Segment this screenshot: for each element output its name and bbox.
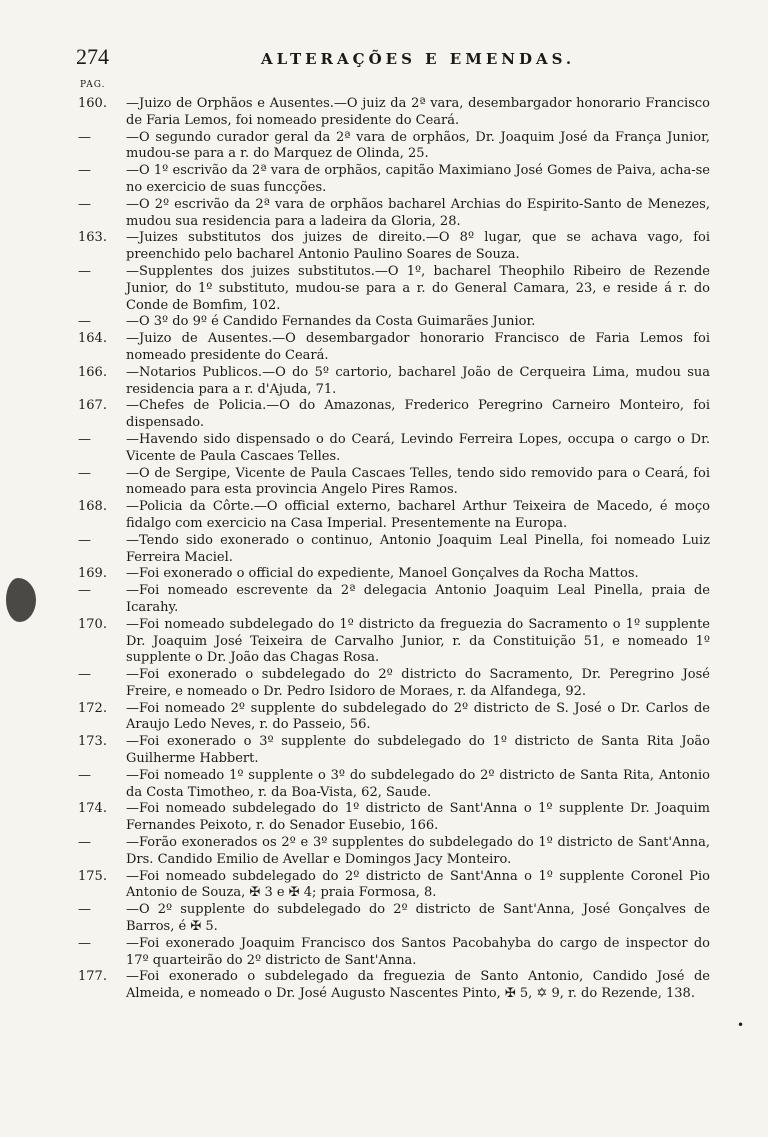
- entry-text: —O de Sergipe, Vicente de Paula Cascaes Telles, tendo sido removido para o Ceará, foi nomeado para esta provincia Angelo Pires Ramos.: [126, 465, 710, 498]
- entry-text: —Foi nomeado subdelegado do 1º districto da freguezia do Sacramento o 1º supplente Dr. Joaquim José Teixeira de Carvalho Junior, r. da Constituição 51, e nomeado 1º supplente o Dr. João das Chagas Rosa.: [126, 616, 710, 666]
- entry: [78, 264, 710, 314]
- entry-marker: —: [78, 902, 91, 918]
- entry: [78, 499, 710, 533]
- entry-marker: 172.: [78, 700, 107, 716]
- pag-label: PAG.: [80, 80, 106, 90]
- page-header: [76, 44, 698, 72]
- entry-text: —Foi nomeado subdelegado do 1º districto de Sant'Anna o 1º supplente Dr. Joaquim Fernandes Peixoto, r. do Senador Eusebio, 166.: [126, 801, 710, 834]
- entry: [78, 130, 710, 164]
- entry-marker: 160.: [78, 96, 107, 111]
- entry-marker: 166.: [78, 364, 107, 380]
- entry: [78, 701, 710, 735]
- entry-text: —O 2º escrivão da 2ª vara de orphãos bacharel Archias do Espirito-Santo de Menezes, mudou sua residencia para a ladeira da Gloria, 28.: [126, 196, 710, 229]
- entry: [78, 768, 710, 802]
- entry-text: —Foi exonerado o official do expediente, Manoel Gonçalves da Rocha Mattos.: [126, 566, 639, 582]
- entry: [78, 96, 710, 130]
- entry: [78, 432, 710, 466]
- ink-smudge: [6, 578, 36, 622]
- entry: [78, 801, 710, 835]
- page-title: ALTERAÇÕES E EMENDAS.: [261, 50, 576, 68]
- entry-text: —O 1º escrivão da 2ª vara de orphãos, capitão Maximiano José Gomes de Paiva, acha-se no exercicio de suas funcções.: [126, 163, 710, 195]
- entry-marker: —: [78, 667, 91, 683]
- entry-marker: 175.: [78, 868, 107, 884]
- entry-marker: 164.: [78, 331, 107, 347]
- entry-text: —Juizo de Ausentes.—O desembargador honorario Francisco de Faria Lemos foi nomeado presidente do Ceará.: [126, 331, 710, 363]
- entry: [78, 667, 710, 701]
- entry-marker: —: [78, 129, 91, 145]
- entry-marker: —: [78, 935, 91, 951]
- entry-text: —Foi exonerado Joaquim Francisco dos Santos Pacobahyba do cargo de inspector do 17º quarteirão do 2º districto de Sant'Anna.: [126, 935, 710, 968]
- entry: [78, 197, 710, 231]
- entry-text: —Supplentes dos juizes substitutos.—O 1º, bacharel Theophilo Ribeiro de Rezende Junior, do 1º substituto, mudou-se para a r. do General Camara, 23, e reside á r. do Conde de Bomfim, 102.: [126, 263, 710, 313]
- entry: [78, 314, 710, 331]
- entry: [78, 902, 710, 936]
- entry-marker: 177.: [78, 969, 107, 985]
- entry-text: —Foi nomeado subdelegado do 2º districto de Sant'Anna o 1º supplente Coronel Pio Antonio de Souza, ✠ 3 e ✠ 4; praia Formosa, 8.: [126, 868, 710, 901]
- entry-marker: —: [78, 465, 91, 481]
- entry: [78, 398, 710, 432]
- entry-text: —Chefes de Policia.—O do Amazonas, Frederico Peregrino Carneiro Monteiro, foi dispensado.: [126, 398, 710, 431]
- entry-text: —Foi exonerado o 3º supplente do subdelegado do 1º districto de Santa Rita João Guilherme Habbert.: [126, 734, 710, 767]
- entry-text: —O 2º supplente do subdelegado do 2º districto de Sant'Anna, José Gonçalves de Barros, é ✠ 5.: [126, 902, 710, 935]
- entry-marker: —: [78, 196, 91, 212]
- entry-marker: —: [78, 163, 91, 179]
- entry: [78, 617, 710, 667]
- entry-marker: 170.: [78, 616, 107, 632]
- entry-marker: 169.: [78, 566, 107, 582]
- entry-marker: 163.: [78, 230, 107, 246]
- entry-text: —Juizo de Orphãos e Ausentes.—O juiz da 2ª vara, desembargador honorario Francisco de Faria Lemos, foi nomeado presidente do Ceará.: [126, 96, 710, 128]
- entry-marker: —: [78, 263, 91, 279]
- entry: [78, 869, 710, 903]
- entry-marker: —: [78, 835, 91, 851]
- entry: [78, 969, 710, 1003]
- entry-marker: 174.: [78, 801, 107, 817]
- entry-text: —Havendo sido dispensado o do Ceará, Levindo Ferreira Lopes, occupa o cargo o Dr. Vicente de Paula Cascaes Telles.: [126, 431, 710, 464]
- entry-text: —Foi nomeado escrevente da 2ª delegacia Antonio Joaquim Leal Pinella, praia de Icarahy.: [126, 583, 710, 615]
- entry: [78, 230, 710, 264]
- entry-marker: 173.: [78, 734, 107, 750]
- entry-text: —Foi nomeado 2º supplente do subdelegado do 2º districto de S. José o Dr. Carlos de Araujo Ledo Neves, r. do Passeio, 56.: [126, 700, 710, 733]
- entries-list: [78, 96, 710, 1003]
- entry-marker: —: [78, 314, 91, 330]
- entry: [78, 163, 710, 197]
- entry-marker: 168.: [78, 499, 107, 515]
- entry: [78, 835, 710, 869]
- ink-dot: •: [737, 1018, 745, 1032]
- entry-text: —Forão exonerados os 2º e 3º supplentes do subdelegado do 1º districto de Sant'Anna, Drs. Candido Emilio de Avellar e Domingos Jacy Monteiro.: [126, 835, 710, 867]
- entry: [78, 365, 710, 399]
- entry: [78, 734, 710, 768]
- entry-text: —O 3º do 9º é Candido Fernandes da Costa Guimarães Junior.: [126, 314, 536, 330]
- entry: [78, 331, 710, 365]
- entry: [78, 466, 710, 500]
- page-number: 274: [76, 44, 109, 69]
- entry: [78, 936, 710, 970]
- entry: [78, 533, 710, 567]
- entry: [78, 566, 710, 583]
- entry-text: —Juizes substitutos dos juizes de direito.—O 8º lugar, que se achava vago, foi preenchido pelo bacharel Antonio Paulino Soares de Souza.: [126, 230, 710, 263]
- entry-marker: 167.: [78, 398, 107, 414]
- entry-marker: —: [78, 532, 91, 548]
- entry-marker: —: [78, 583, 91, 599]
- entry-text: —Foi nomeado 1º supplente o 3º do subdelegado do 2º districto de Santa Rita, Antonio da Costa Timotheo, r. da Boa-Vista, 62, Saude.: [126, 767, 710, 800]
- entry-text: —Foi exonerado o subdelegado da freguezia de Santo Antonio, Candido José de Almeida, e nomeado o Dr. José Augusto Nascentes Pinto, ✠ 5, ✡ 9, r. do Rezende, 138.: [126, 969, 710, 1002]
- entry-text: —Tendo sido exonerado o continuo, Antonio Joaquim Leal Pinella, foi nomeado Luiz Ferreira Maciel.: [126, 532, 710, 565]
- entry-text: —Foi exonerado o subdelegado do 2º districto do Sacramento, Dr. Peregrino José Freire, e nomeado o Dr. Pedro Isidoro de Moraes, r. da Alfandega, 92.: [126, 667, 710, 699]
- entry: [78, 583, 710, 617]
- entry-text: —Policia da Côrte.—O official externo, bacharel Arthur Teixeira de Macedo, é moço fidalgo com exercicio na Casa Imperial. Presentemente na Europa.: [126, 499, 710, 531]
- entry-text: —O segundo curador geral da 2ª vara de orphãos, Dr. Joaquim José da França Junior, mudou-se para a r. do Marquez de Olinda, 25.: [126, 129, 710, 162]
- entry-marker: —: [78, 767, 91, 783]
- entry-text: —Notarios Publicos.—O do 5º cartorio, bacharel João de Cerqueira Lima, mudou sua residencia para a r. d'Ajuda, 71.: [126, 364, 710, 397]
- entry-marker: —: [78, 431, 91, 447]
